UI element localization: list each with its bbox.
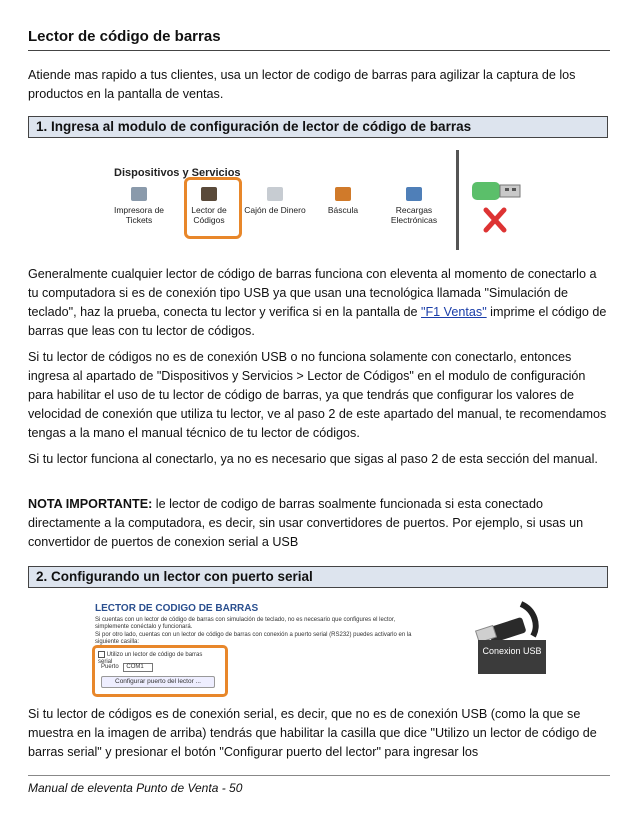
- tool-label: Báscula: [327, 205, 359, 215]
- tool-label: Códigos: [193, 215, 225, 225]
- tool-label: Cajón de Dinero: [244, 205, 306, 215]
- title-divider: [28, 50, 610, 51]
- figure-divider: [456, 150, 459, 250]
- paragraph-non-usb: Si tu lector de códigos no es de conexión USB o no funciona solamente con conectarlo, entonces ingresa al apartado de "Dispositivos y Servicios > Lector de Códigos" en el modulo de configuración para habilitar el uso de tu lector de código de barras, ya que tendrás que configurar los valores de velocidad de conexión que utiliza tu lector, ve al paso 2 de este apartado del manual, te recomendamos tengas a la mano el manual técnico de tu lector de códigos.: [28, 350, 607, 440]
- tool-label: Electrónicas: [390, 215, 438, 225]
- page-title: Lector de código de barras: [28, 28, 221, 45]
- serial-config-screenshot: [93, 599, 423, 697]
- highlight-box: [184, 177, 242, 239]
- tool-label: Lector de: [191, 205, 227, 215]
- paragraph-serial: Si tu lector de códigos es de conexión serial, es decir, que no es de conexión USB (como la que se muestra en la imagen de arriba) tendrás que habilitar la casilla que dice "Utilizo un lector de código de barras serial" y presionar el botón "Configurar puerto del lector" para ingresar los: [28, 707, 597, 759]
- paragraph-text: imprime el código de barras que leas con tu lector de códigos.: [28, 305, 607, 338]
- tool-recharges: [378, 187, 450, 225]
- intro-paragraph: Atiende mas rapido a tus clientes, usa un lector de codigo de barras para agilizar la captura de los productos en la pantalla de ventas.: [28, 68, 576, 101]
- devices-screenshot: [108, 153, 456, 248]
- serial-config-text: Si por otro lado, cuentas con un lector de código de barras con conexión a puerto serial (RS232) puedes activarlo en la siguiente casilla:: [95, 632, 412, 645]
- tool-label: Tickets: [125, 215, 153, 225]
- tool-cash-drawer: [240, 187, 310, 215]
- important-note: [28, 495, 610, 552]
- port-label: Puerto: [101, 664, 119, 670]
- serial-config-text: Si cuentas con un lector de código de barras con simulación de teclado, no es necesario que configures el lector, simplemente conéctalo y funcionará.: [95, 617, 396, 630]
- paragraph-text: Generalmente cualquier lector de código de barras funciona con eleventa al momento de conectarlo a tu computadora si es de conexión tipo USB ya que usan una tecnológica llamada "Simulación de teclado", haz la prueba, conecta tu lector y verifica si en la pantalla de: [28, 267, 597, 319]
- tool-scale: [312, 187, 374, 215]
- usb-connection-label: Conexion USB: [478, 640, 546, 674]
- note-text: le lector de codigo de barras soalmente funcionada si esta conectado directamente a la computadora, es decir, sin usar convertidores de puertos. Por ejemplo, si usas un convertidor de puertos de conexion serial a USB: [28, 497, 584, 549]
- checkbox-label: Utilizo un lector de código de barras serial: [98, 652, 203, 666]
- paragraph-usb: [28, 265, 610, 341]
- tool-label: Impresora de: [113, 205, 165, 215]
- checkbox-icon[interactable]: [98, 651, 105, 658]
- configure-port-button[interactable]: Configurar puerto del lector ...: [101, 676, 215, 688]
- paragraph-skip-step: Si tu lector funciona al conectarlo, ya no es necesario que sigas al paso 2 de esta sección del manual.: [28, 452, 598, 466]
- tool-printer: [108, 187, 170, 225]
- note-label: NOTA IMPORTANTE:: [28, 497, 153, 511]
- usb-crossed-icon: [470, 168, 530, 236]
- port-row: [101, 663, 221, 672]
- section-2-heading: 2. Configurando un lector con puerto serial: [28, 566, 608, 588]
- recharges-icon: [406, 187, 422, 201]
- footer-divider: [28, 775, 610, 776]
- port-select[interactable]: COM1: [123, 663, 152, 672]
- tool-label: Recargas: [395, 205, 433, 215]
- f1-ventas-link[interactable]: "F1 Ventas": [421, 305, 487, 319]
- devices-heading: Dispositivos y Servicios: [114, 167, 241, 179]
- printer-icon: [131, 187, 147, 201]
- scale-icon: [335, 187, 351, 201]
- section-1-heading: 1. Ingresa al modulo de configuración de lector de código de barras: [28, 116, 608, 138]
- cash-drawer-icon: [267, 187, 283, 201]
- serial-config-heading: LECTOR DE CODIGO DE BARRAS: [95, 603, 259, 614]
- page-footer: Manual de eleventa Punto de Venta - 50: [28, 781, 243, 795]
